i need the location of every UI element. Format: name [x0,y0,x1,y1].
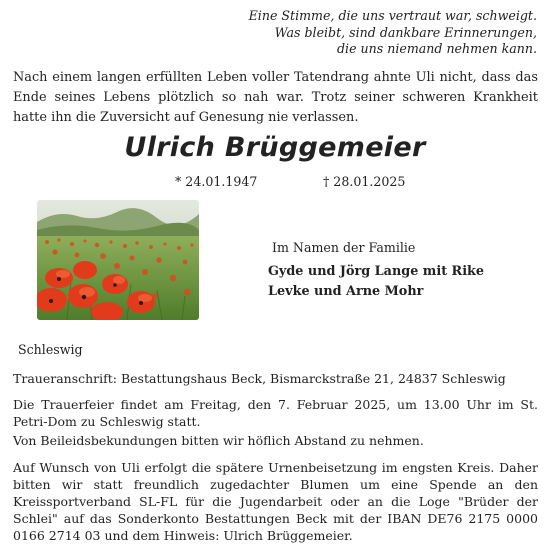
family-line-2: Levke und Arne Mohr [268,284,424,299]
family-intro: Im Namen der Familie [272,240,416,255]
death-date: † 28.01.2025 [323,174,406,189]
family-line-1: Gyde und Jörg Lange mit Rike [268,264,485,279]
motto-line-3: die uns niemand nehmen kann. [337,41,537,56]
funeral-ceremony-info: Die Trauerfeier findet am Freitag, den 7. Februar 2025, um 13.00 Uhr im St. Petri-Dom zu Schleswig statt. [13,397,538,429]
birth-date: * 24.01.1947 [175,174,258,189]
city-name: Schleswig [18,342,83,357]
mourning-address: Traueranschrift: Bestattungshaus Beck, Bismarckstraße 21, 24837 Schleswig [13,371,506,386]
poppy-field-image [37,200,199,320]
motto-verse [249,8,537,58]
motto-line-2: Was bleibt, sind dankbare Erinnerungen, [274,24,537,40]
donation-request: Auf Wunsch von Uli erfolgt die spätere Urnenbeisetzung im engsten Kreis. Daher bitten wir statt freundlich zugedachter Blumen um eine Spende an den Kreissportverband SL-FL für die Jugendarbeit oder an die Loge "Brüder der Schlei" auf das Sonderkonto Bestattungen Beck mit der IBAN DE76 2175 0000 0166 2714 03 und dem Hinweis: Ulrich Brüggemeier. [13,460,538,543]
family-names [268,262,484,302]
intro-text: Nach einem langen erfüllten Leben voller Tatendrang ahnte Uli nicht, dass das Ende seines Lebens plötzlich so nah war. Trotz seiner schweren Krankheit hatte ihn die Zuversicht auf Genesung nie verlassen. [13,70,538,125]
condolence-note: Von Beileidsbekundungen bitten wir höflich Abstand zu nehmen. [13,433,424,448]
motto-line-1: Eine Stimme, die uns vertraut war, schweigt. [248,8,537,23]
deceased-name: Ulrich Brüggemeier [124,132,426,163]
